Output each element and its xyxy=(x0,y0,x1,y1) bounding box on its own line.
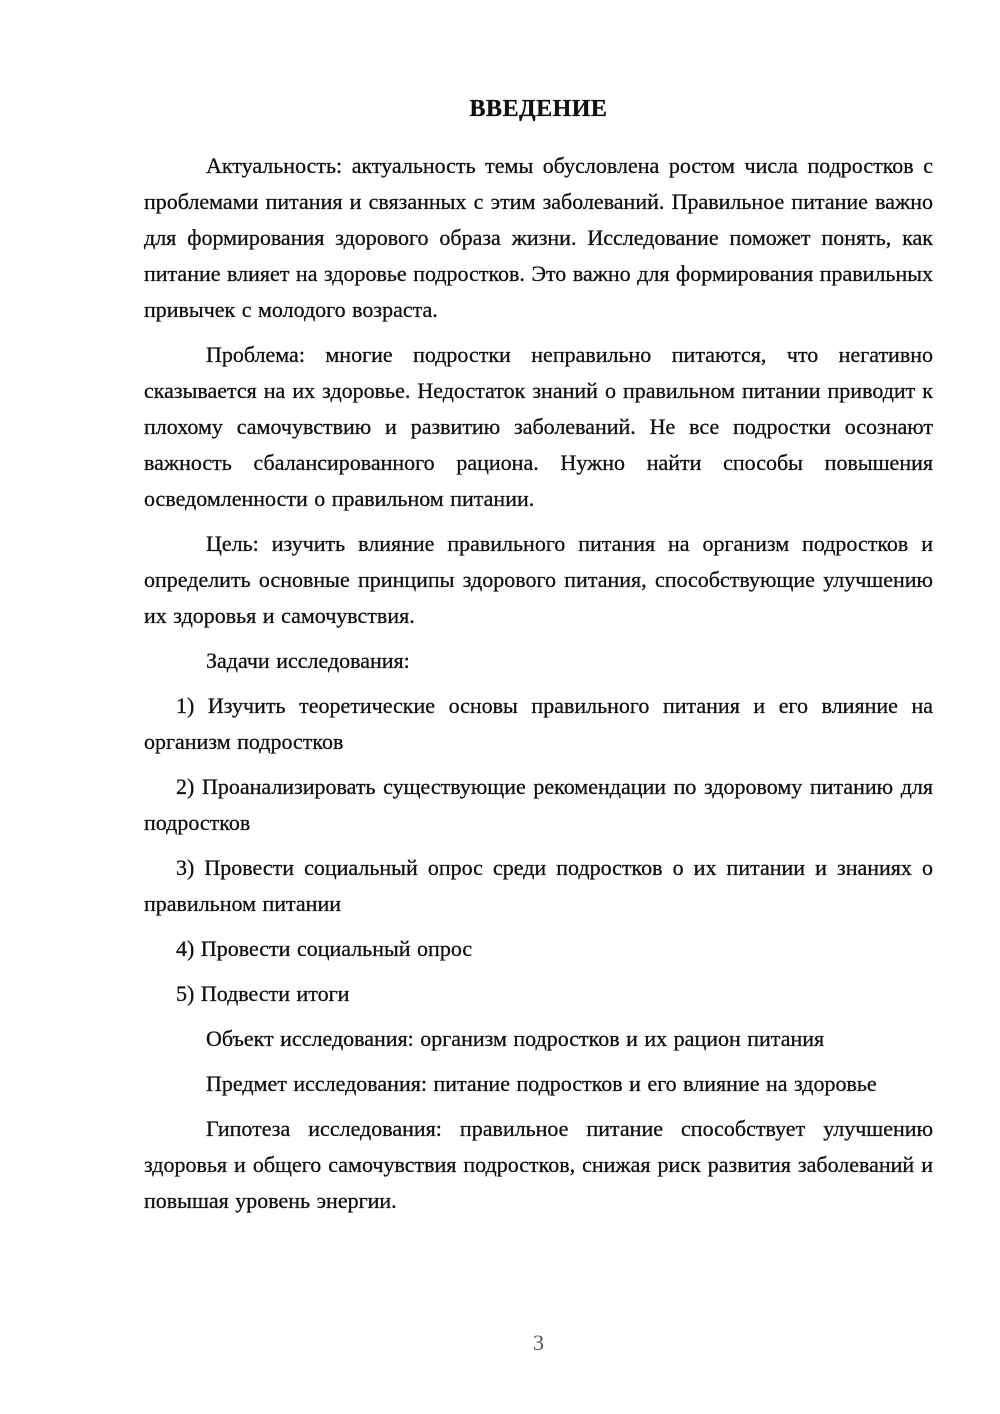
paragraph-goal: Цель: изучить влияние правильного питания на организм подростков и определить основные принципы здорового питания, способствующие улучшению их здоровья и самочувствия. xyxy=(144,531,933,628)
paragraph-subject: Предмет исследования: питание подростков и его влияние на здоровье xyxy=(206,1071,877,1096)
paragraph-problem: Проблема: многие подростки неправильно питаются, что негативно сказывается на их здоровье. Недостаток знаний о правильном питании приводит к плохому самочувствию и развитию заболеваний. Не все подростки осознают важность сбалансированного рациона. Нужно найти способы повышения осведомленности о правильном питании. xyxy=(144,342,933,511)
task-item-2: 2) Проанализировать существующие рекомендации по здоровому питанию для подростков xyxy=(144,774,933,835)
document-title: ВВЕДЕНИЕ xyxy=(469,96,608,122)
paragraph-hypothesis: Гипотеза исследования: правильное питание способствует улучшению здоровья и общего самочувствия подростков, снижая риск развития заболеваний и повышая уровень энергии. xyxy=(144,1116,933,1213)
paragraph-tasks-heading: Задачи исследования: xyxy=(206,648,410,673)
paragraph-relevance: Актуальность: актуальность темы обусловлена ростом числа подростков с проблемами питания и связанных с этим заболеваний. Правильное питание важно для формирования здорового образа жизни. Исследование поможет понять, как питание влияет на здоровье подростков. Это важно для формирования правильных привычек с молодого возраста. xyxy=(144,153,933,322)
paragraph-object: Объект исследования: организм подростков и их рацион питания xyxy=(206,1026,825,1051)
task-item-5: 5) Подвести итоги xyxy=(176,981,350,1006)
task-item-1: 1) Изучить теоретические основы правильного питания и его влияние на организм подростков xyxy=(144,693,933,754)
task-item-3: 3) Провести социальный опрос среди подростков о их питании и знаниях о правильном питании xyxy=(144,855,933,916)
page-number: 3 xyxy=(533,1330,544,1355)
task-item-4: 4) Провести социальный опрос xyxy=(176,936,473,961)
